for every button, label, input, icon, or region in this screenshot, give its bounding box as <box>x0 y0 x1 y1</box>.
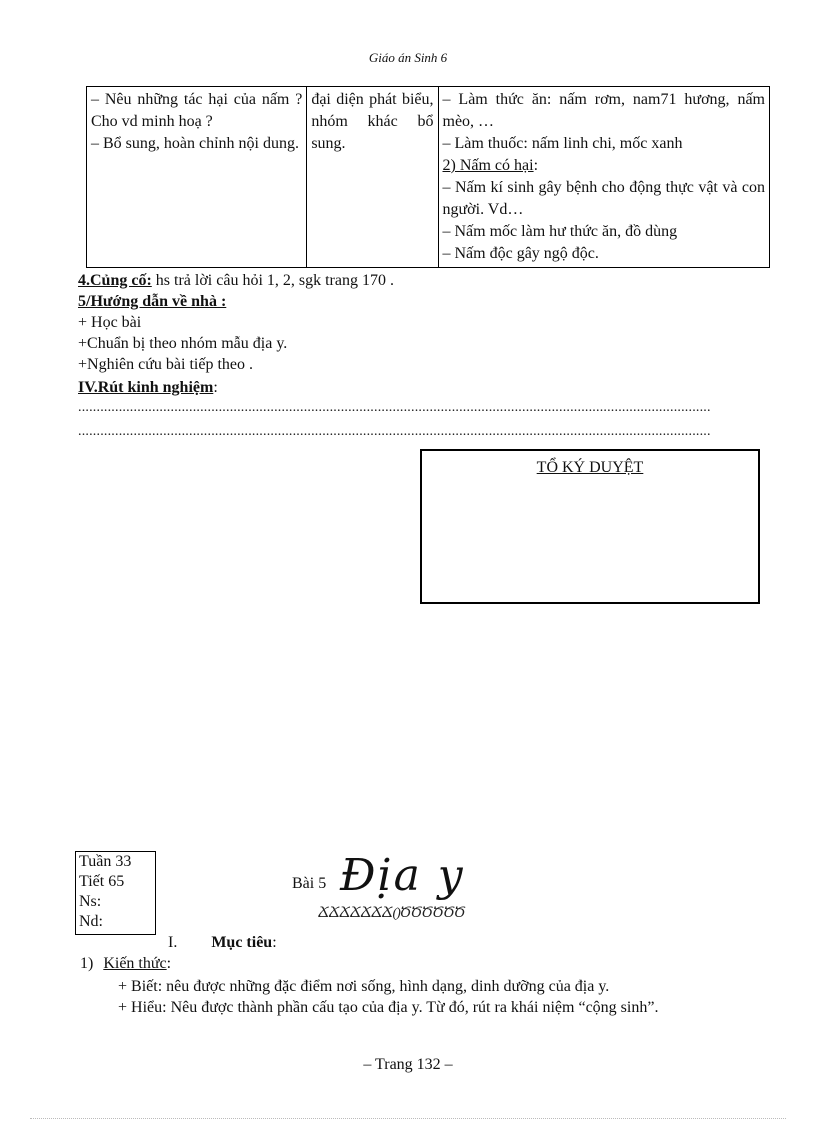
week-label: Tuần 33 <box>79 853 132 870</box>
dotted-line: ........................................................................................................................................................................... <box>78 424 711 439</box>
knowledge-heading: 1) Kiến thức: <box>80 955 172 972</box>
nd-label: Nd: <box>79 913 103 930</box>
homework-label: 5/Hướng dẫn về nhà : <box>78 293 227 310</box>
supplement-text: – Bổ sung, hoàn chỉnh nội dung. <box>91 135 299 152</box>
objectives-heading: I. Mục tiêu: <box>168 934 277 951</box>
content-line: – Làm thuốc: nấm linh chi, mốc xanh <box>442 135 683 152</box>
page-footer: – Trang 132 – <box>363 1056 453 1073</box>
student-response-text: đại diện phát biểu, nhóm khác bổ sung. <box>311 91 434 152</box>
content-line: – Nấm mốc làm hư thức ăn, đồ dùng <box>442 223 678 240</box>
student-activity-cell <box>307 87 438 268</box>
page-separator <box>30 1118 786 1119</box>
content-line: – Nấm độc gây ngộ độc. <box>442 245 599 262</box>
approval-title: TỔ KÝ DUYỆT <box>536 459 644 476</box>
homework-item: + Học bài <box>78 314 142 331</box>
objective-understand: + Hiểu: Nêu được thành phần cấu tạo của địa y. Từ đó, rút ra khái niệm “cộng sinh”. <box>118 999 659 1016</box>
content-subheading: 2) Nấm có hại: <box>442 157 539 174</box>
knowledge-number: 1) <box>80 955 94 972</box>
lesson-number: Bài 5 <box>292 875 327 892</box>
ns-label: Ns: <box>79 893 102 910</box>
lesson-title: Địa y <box>340 850 465 901</box>
lesson-table <box>86 86 770 268</box>
homework-item: +Chuẩn bị theo nhóm mẫu địa y. <box>78 335 288 352</box>
consolidation-label: 4.Củng cố: <box>78 272 152 289</box>
table-row <box>87 87 770 268</box>
objectives-title: Mục tiêu <box>211 934 273 951</box>
objective-know: + Biết: nêu được những đặc điểm nơi sống, hình dạng, dinh dưỡng của địa y. <box>118 978 610 995</box>
content-line: – Nấm kí sinh gây bệnh cho động thực vật và con người. Vd… <box>442 179 765 218</box>
teacher-activity-cell <box>87 87 307 268</box>
page-header: Giáo án Sinh 6 <box>368 50 448 65</box>
consolidation-text: hs trả lời câu hỏi 1, 2, sgk trang 170 . <box>151 272 394 289</box>
approval-box <box>420 449 760 604</box>
knowledge-label: Kiến thức <box>103 955 167 972</box>
content-line: – Làm thức ăn: nấm rơm, nam71 hương, nấm mèo, … <box>442 91 765 130</box>
experience-heading: IV.Rút kinh nghiệm: <box>78 379 218 396</box>
period-label: Tiết 65 <box>79 873 125 890</box>
content-cell <box>438 87 770 268</box>
consolidation-line <box>78 270 394 291</box>
dotted-line: ........................................................................................................................................................................... <box>78 400 711 415</box>
lesson-info-box <box>75 851 156 935</box>
homework-item: +Nghiên cứu bài tiếp theo . <box>78 356 253 373</box>
objectives-number: I. <box>168 934 178 951</box>
title-ornament: ՃՃՃՃՃՃՃ()ԾԾԾԾԾԾ <box>318 906 465 921</box>
question-text: – Nêu những tác hại của nấm ? Cho vd minh hoạ ? <box>91 91 303 130</box>
experience-label: IV.Rút kinh nghiệm <box>78 379 214 396</box>
